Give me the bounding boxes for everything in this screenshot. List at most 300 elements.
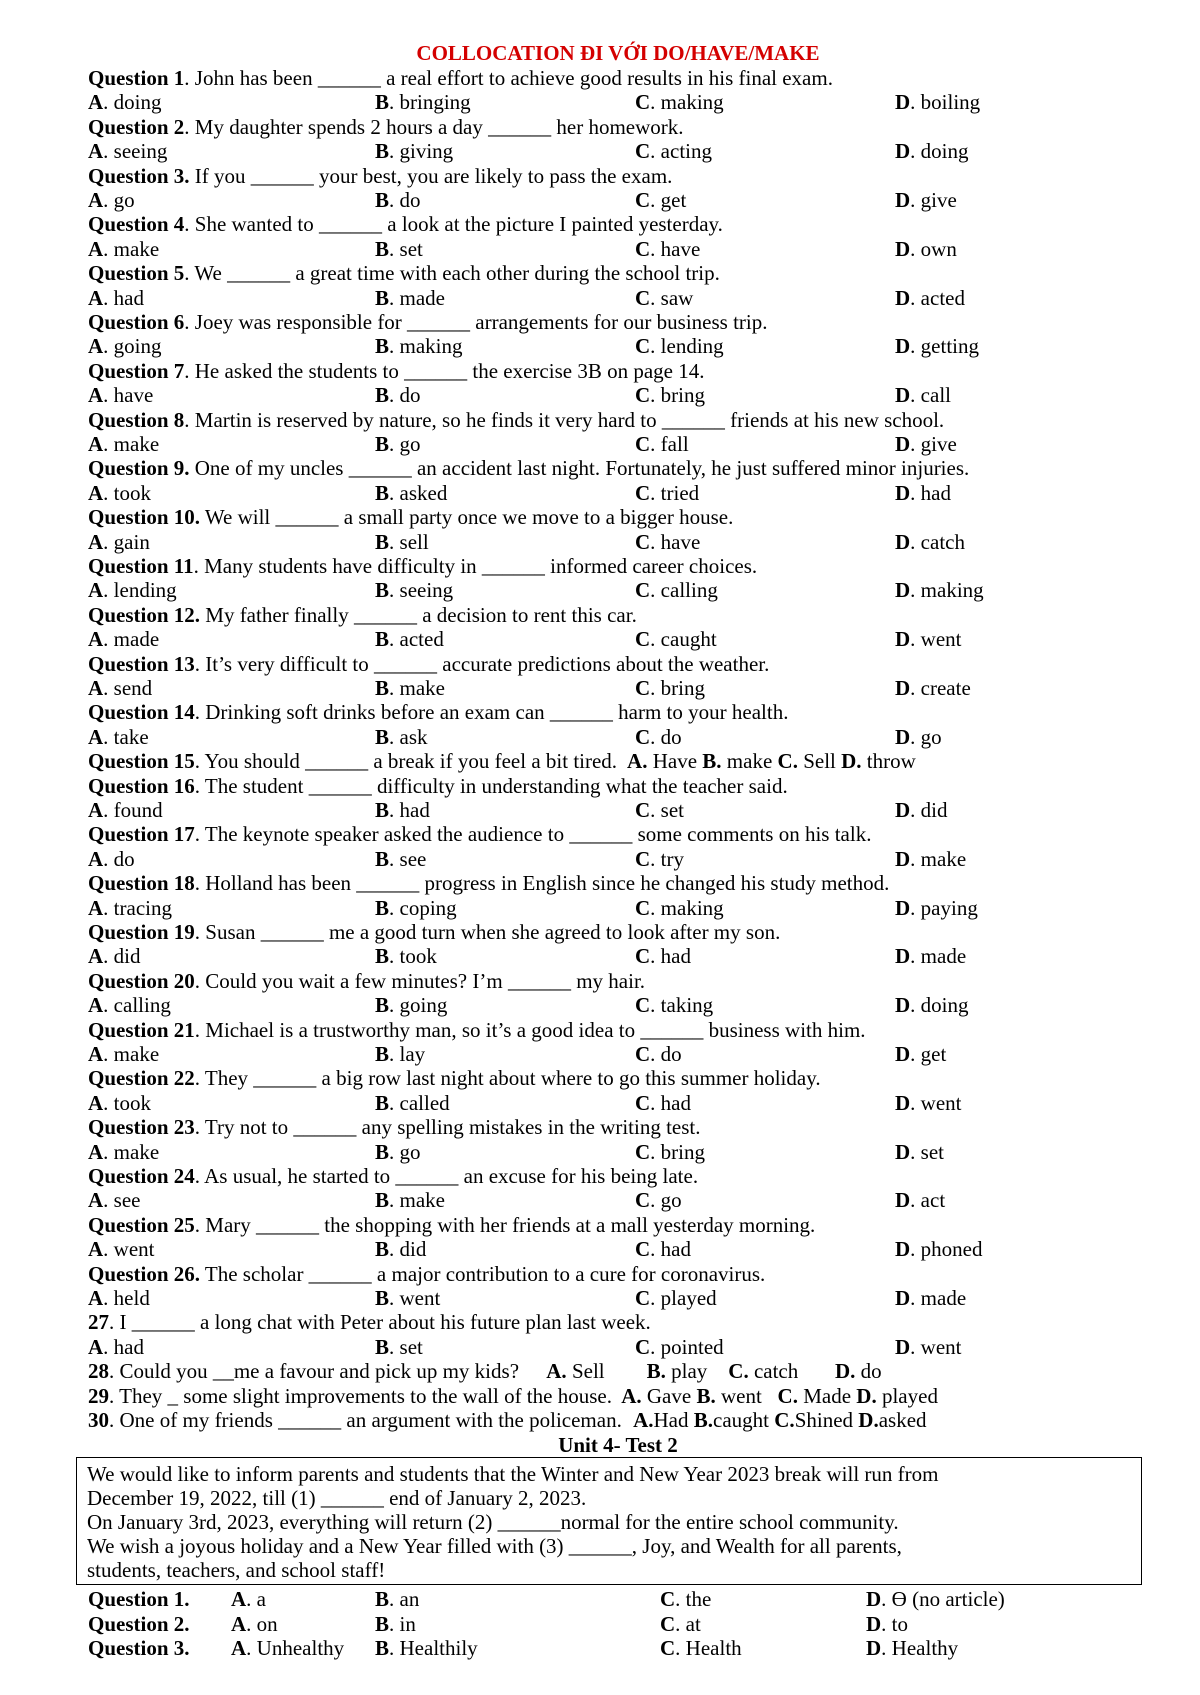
option-d[interactable]: D. boiling [895, 90, 981, 115]
option-b[interactable]: B. made [375, 285, 445, 310]
option-text: on [256, 1611, 278, 1636]
option-letter: A [88, 1041, 104, 1066]
option-d[interactable]: do [860, 1359, 882, 1384]
option-c[interactable]: C. have [635, 529, 701, 554]
question-label: Question 13 [88, 651, 195, 676]
inline-options: A. Sell B. play C. catch D. do [546, 1359, 882, 1384]
option-c[interactable]: C. had [635, 944, 691, 969]
option-text: found [113, 797, 163, 822]
option-text: see [113, 1188, 141, 1213]
option-d[interactable]: D. set [895, 1139, 944, 1164]
option-text: do [660, 1041, 682, 1066]
option-text: make [113, 1139, 160, 1164]
question-7 [88, 359, 1148, 383]
option-letter: D [895, 188, 911, 212]
passage-line: We would like to inform parents and students that the Winter and New Year 2023 break will run from [87, 1462, 939, 1487]
option-text: went [113, 1237, 155, 1262]
option-text: Unhealthy [256, 1636, 345, 1661]
option-b[interactable]: B. Healthily [375, 1636, 478, 1661]
option-b[interactable]: B. asked [375, 480, 448, 505]
option-a[interactable]: A. make [88, 236, 160, 261]
option-text: set [399, 1334, 423, 1359]
option-b[interactable]: B. called [375, 1090, 450, 1115]
answer-options [88, 725, 1148, 749]
option-d[interactable]: D. did [895, 797, 948, 822]
option-letter: C [660, 1611, 676, 1636]
option-b[interactable]: B. make [375, 1188, 445, 1213]
option-letter: D. [841, 749, 862, 774]
question-10 [88, 505, 1148, 529]
option-c[interactable]: C. bring [635, 1139, 705, 1164]
option-text: Healthy [891, 1636, 959, 1661]
option-letter: A [88, 944, 104, 969]
option-a[interactable]: A. make [88, 1041, 160, 1066]
option-d[interactable]: D. paying [895, 895, 978, 920]
option-d[interactable]: D. Healthy [866, 1636, 959, 1661]
option-text: making [660, 90, 724, 115]
option-letter: A [88, 578, 104, 603]
option-c[interactable]: C. had [635, 1237, 691, 1262]
option-text: make [399, 1188, 445, 1213]
question-label: Question 20 [88, 968, 195, 993]
question-text: My daughter spends 2 hours a day ______ her homework. [194, 114, 684, 139]
extra-question-list [88, 1359, 1148, 1432]
option-letter: D [895, 1285, 911, 1310]
option-b[interactable]: B. acted [375, 627, 444, 652]
option-d[interactable]: D. making [895, 578, 984, 603]
option-letter: B [375, 1041, 390, 1066]
option-b[interactable]: B. do [375, 383, 421, 408]
option-letter: A [88, 1188, 104, 1213]
option-c[interactable]: C. calling [635, 578, 718, 603]
question-separator: . [194, 1017, 206, 1042]
option-c[interactable]: C. played [635, 1285, 717, 1310]
option-b[interactable]: B. see [375, 846, 427, 871]
option-letter: D [895, 383, 911, 408]
option-text: made [399, 285, 445, 310]
question-text: The scholar ______ a major contribution to a cure for coronavirus. [204, 1261, 766, 1286]
option-text: take [113, 724, 149, 749]
option-d[interactable]: D. Ө (no article) [866, 1587, 1005, 1612]
option-letter: D [895, 139, 911, 164]
question-26 [88, 1262, 1148, 1286]
option-text: lay [399, 1041, 426, 1066]
option-letter: B [375, 431, 390, 456]
option-a[interactable]: A. make [88, 431, 160, 456]
option-text: go [399, 431, 421, 456]
passage-line: We wish a joyous holiday and a New Year filled with (3) ______, Joy, and Wealth for all parents, [87, 1534, 902, 1559]
option-c[interactable]: Made [803, 1383, 852, 1408]
option-letter: C [635, 529, 651, 554]
option-d[interactable]: D. give [895, 188, 957, 212]
option-a[interactable]: A. made [88, 627, 160, 652]
option-b[interactable]: B. go [375, 431, 421, 456]
option-c[interactable]: C. caught [635, 627, 717, 652]
option-text: acting [660, 139, 712, 164]
option-letter: A [231, 1587, 247, 1612]
option-text: have [660, 236, 701, 261]
question-separator: . [184, 261, 195, 286]
option-c[interactable]: Sell [803, 749, 836, 774]
option-a[interactable]: A. see [88, 1188, 141, 1213]
option-c[interactable]: C. making [635, 895, 724, 920]
option-a[interactable]: A. Unhealthy [231, 1636, 345, 1661]
option-letter: A [88, 334, 104, 359]
answer-options [88, 286, 1148, 310]
question-text: We will ______ a small party once we move to a bigger house. [204, 505, 734, 530]
question-label: Question 1. [88, 1587, 190, 1612]
option-d[interactable]: asked [878, 1407, 927, 1432]
option-a[interactable]: A. seeing [88, 139, 168, 164]
option-letter: C [635, 1041, 651, 1066]
option-letter: B [375, 1587, 390, 1612]
option-text: go [920, 724, 942, 749]
question-label: Question 2 [88, 114, 185, 139]
option-c[interactable]: C. Health [660, 1636, 742, 1661]
option-text: bring [660, 675, 705, 700]
option-text: taking [660, 993, 714, 1018]
option-b[interactable]: B. do [375, 188, 421, 212]
option-c[interactable]: C. do [635, 1041, 682, 1066]
option-a[interactable]: A. take [88, 724, 149, 749]
option-letter: C [660, 1636, 676, 1661]
option-text: see [399, 846, 427, 871]
option-a[interactable]: A. found [88, 797, 163, 822]
question-25 [88, 1213, 1148, 1237]
option-c[interactable]: C. lending [635, 334, 724, 359]
question-separator: . [194, 871, 206, 896]
question-label: Question 3. [88, 1636, 190, 1661]
question-separator: . [194, 1212, 206, 1237]
option-text: giving [399, 139, 454, 164]
option-text: phoned [920, 1237, 983, 1262]
option-b[interactable]: B. coping [375, 895, 457, 920]
option-a[interactable]: Have [652, 749, 698, 774]
option-d[interactable]: D. create [895, 675, 971, 700]
option-a[interactable]: A. go [88, 188, 135, 212]
question-12 [88, 603, 1148, 627]
option-text: getting [920, 334, 979, 359]
option-d[interactable]: D. had [895, 480, 951, 505]
option-a[interactable]: A. had [88, 1334, 144, 1359]
option-c[interactable]: C. go [635, 1188, 682, 1213]
option-text: had [920, 480, 951, 505]
option-d[interactable]: D. acted [895, 285, 965, 310]
option-letter: C [635, 797, 651, 822]
option-d[interactable]: throw [866, 749, 916, 774]
option-c[interactable]: C. making [635, 90, 724, 115]
option-letter: D [895, 993, 911, 1018]
option-letter: C [635, 236, 651, 261]
option-letter: B [375, 1334, 390, 1359]
test-question-list [88, 1587, 1148, 1660]
option-letter: D [895, 529, 911, 554]
option-text: acted [920, 285, 965, 310]
option-a[interactable]: A. going [88, 334, 162, 359]
option-letter: D [895, 578, 911, 603]
option-text: had [660, 944, 691, 969]
option-letter: C [635, 724, 651, 749]
option-text: do [660, 724, 682, 749]
answer-options [88, 1140, 1148, 1164]
option-text: took [113, 480, 152, 505]
option-c[interactable]: C. fall [635, 431, 689, 456]
answer-options [88, 896, 1148, 920]
option-letter: B [375, 846, 390, 871]
option-d[interactable]: D. went [895, 1334, 962, 1359]
question-27 [88, 1310, 1148, 1334]
option-letter: B [375, 1090, 390, 1115]
question-text: You should ______ a break if you feel a bit tired. [204, 749, 618, 774]
option-d[interactable]: D. went [895, 1090, 962, 1115]
option-b[interactable]: B. set [375, 1334, 423, 1359]
option-letter: D [895, 1188, 911, 1213]
option-text: own [920, 236, 957, 261]
question-label: 28 [88, 1359, 109, 1384]
option-letter: A [88, 1237, 104, 1262]
option-d[interactable]: D. getting [895, 334, 979, 359]
question-text: He asked the students to ______ the exercise 3B on page 14. [194, 358, 705, 383]
option-a[interactable]: A. do [88, 846, 135, 871]
option-d[interactable]: D. go [895, 724, 942, 749]
question-label: Question 9. [88, 456, 190, 481]
option-text: make [113, 431, 160, 456]
option-b[interactable]: make [726, 749, 773, 774]
option-a[interactable]: A. took [88, 1090, 152, 1115]
option-c[interactable]: C. acting [635, 139, 712, 164]
option-c[interactable]: C. pointed [635, 1334, 724, 1359]
question-label: Question 10. [88, 505, 201, 530]
option-letter: D [895, 1237, 911, 1262]
option-text: have [113, 383, 154, 408]
option-letter: B [375, 1285, 390, 1310]
option-letter: B [375, 1237, 390, 1262]
option-a[interactable]: A. calling [88, 993, 171, 1018]
question-text: The student ______ difficulty in understanding what the teacher said. [204, 773, 788, 798]
answer-options [88, 847, 1148, 871]
answer-options [88, 90, 1148, 114]
question-4 [88, 212, 1148, 236]
option-a[interactable]: A. a [231, 1587, 266, 1612]
option-letter: B [375, 1188, 390, 1213]
option-b[interactable]: B. took [375, 944, 437, 969]
option-d[interactable]: D. make [895, 846, 967, 871]
question-separator: . [184, 358, 195, 383]
option-c[interactable]: C. saw [635, 285, 694, 310]
option-letter: C [660, 1587, 676, 1612]
option-letter: A [88, 1334, 104, 1359]
option-d[interactable]: D. phoned [895, 1237, 983, 1262]
option-d[interactable]: D. act [895, 1188, 946, 1213]
question-label: Question 14 [88, 700, 195, 725]
option-b[interactable]: B. an [375, 1587, 420, 1612]
option-b[interactable]: caught [713, 1407, 770, 1432]
option-letter: C [635, 675, 651, 700]
option-a[interactable]: A. have [88, 383, 154, 408]
answer-options [88, 627, 1148, 651]
test-question-3 [88, 1636, 1148, 1660]
option-text: making [660, 895, 724, 920]
option-a[interactable]: A. had [88, 285, 144, 310]
option-text: send [113, 675, 153, 700]
option-b[interactable]: B. did [375, 1237, 427, 1262]
option-letter: C [635, 383, 651, 408]
question-text: Try not to ______ any spelling mistakes in the writing test. [204, 1115, 701, 1140]
option-b[interactable]: B. ask [375, 724, 428, 749]
option-b[interactable]: B. giving [375, 139, 454, 164]
question-13 [88, 652, 1148, 676]
option-letter: B [375, 1636, 390, 1661]
question-separator: . [193, 553, 205, 578]
option-c[interactable]: Shined [794, 1407, 854, 1432]
option-text: took [113, 1090, 152, 1115]
option-c[interactable]: C. taking [635, 993, 714, 1018]
option-d[interactable]: D. made [895, 1285, 967, 1310]
option-letter: D [895, 895, 911, 920]
question-label: 27 [88, 1310, 109, 1335]
option-letter: A [88, 627, 104, 652]
option-c[interactable]: C. bring [635, 675, 705, 700]
option-letter: D [866, 1587, 882, 1612]
option-c[interactable]: C. at [660, 1611, 701, 1636]
question-separator: . [184, 66, 195, 90]
option-letter: B. [702, 749, 722, 774]
option-b[interactable]: B. had [375, 797, 430, 822]
option-c[interactable]: C. get [635, 188, 687, 212]
option-b[interactable]: B. lay [375, 1041, 426, 1066]
option-letter: C [635, 188, 651, 212]
question-text: One of my uncles ______ an accident last night. Fortunately, he just suffered minor injuries. [194, 456, 970, 481]
question-text: The keynote speaker asked the audience to ______ some comments on his talk. [204, 822, 872, 847]
option-a[interactable]: Sell [571, 1359, 605, 1384]
answer-options [88, 481, 1148, 505]
option-d[interactable]: played [881, 1383, 938, 1408]
option-a[interactable]: A. did [88, 944, 141, 969]
option-c[interactable]: C. bring [635, 383, 705, 408]
option-letter: D [895, 334, 911, 359]
option-text: tracing [113, 895, 172, 920]
option-letter: B [375, 90, 390, 115]
option-a[interactable]: A. held [88, 1285, 150, 1310]
option-d[interactable]: D. get [895, 1041, 947, 1066]
option-d[interactable]: D. catch [895, 529, 965, 554]
option-b[interactable]: B. in [375, 1611, 416, 1636]
option-a[interactable]: A. gain [88, 529, 150, 554]
option-a[interactable]: A. doing [88, 90, 162, 115]
option-c[interactable]: catch [753, 1359, 799, 1384]
question-28 [88, 1359, 1148, 1383]
question-30 [88, 1408, 1148, 1432]
option-c[interactable]: C. try [635, 846, 684, 871]
option-c[interactable]: C. had [635, 1090, 691, 1115]
option-text: boiling [920, 90, 981, 115]
question-29 [88, 1384, 1148, 1408]
option-text: had [660, 1237, 691, 1262]
option-c[interactable]: C. set [635, 797, 684, 822]
test-question-2 [88, 1612, 1148, 1636]
option-a[interactable]: Had [653, 1407, 689, 1432]
option-b[interactable]: B. making [375, 334, 463, 359]
option-b[interactable]: B. sell [375, 529, 429, 554]
answer-options [88, 334, 1148, 358]
answer-options [88, 432, 1148, 456]
option-a[interactable]: A. on [231, 1611, 278, 1636]
question-text: My father finally ______ a decision to rent this car. [205, 602, 637, 627]
option-text: go [113, 188, 135, 212]
option-text: made [113, 627, 160, 652]
option-c[interactable]: C. tried [635, 480, 700, 505]
answer-options [88, 188, 1148, 212]
option-letter: B [375, 236, 390, 261]
question-label: Question 8 [88, 407, 185, 432]
option-a[interactable]: A. went [88, 1237, 155, 1262]
option-a[interactable]: A. send [88, 675, 153, 700]
option-b[interactable]: B. bringing [375, 90, 471, 115]
option-text: make [920, 846, 967, 871]
question-text: If you ______ your best, you are likely to pass the exam. [194, 163, 673, 188]
option-b[interactable]: went [720, 1383, 762, 1408]
option-letter: D [895, 236, 911, 261]
option-text: made [920, 944, 967, 969]
option-d[interactable]: D. went [895, 627, 962, 652]
question-15 [88, 749, 1148, 773]
option-c[interactable]: C. the [660, 1587, 712, 1612]
option-d[interactable]: D. own [895, 236, 957, 261]
option-d[interactable]: D. give [895, 431, 957, 456]
option-letter: C [635, 480, 651, 505]
question-label: Question 5 [88, 261, 185, 286]
option-c[interactable]: C. do [635, 724, 682, 749]
option-text: lending [113, 578, 177, 603]
option-d[interactable]: D. doing [895, 993, 969, 1018]
option-a[interactable]: A. tracing [88, 895, 172, 920]
option-a[interactable]: Gave [646, 1383, 692, 1408]
option-letter: A [88, 90, 104, 115]
option-a[interactable]: A. took [88, 480, 152, 505]
option-text: went [920, 1090, 962, 1115]
option-b[interactable]: B. go [375, 1139, 421, 1164]
question-text: It’s very difficult to ______ accurate predictions about the weather. [205, 651, 770, 676]
option-d[interactable]: D. to [866, 1611, 909, 1636]
option-b[interactable]: B. make [375, 675, 445, 700]
option-letter: A [88, 139, 104, 164]
answer-options [88, 1335, 1148, 1359]
option-d[interactable]: D. call [895, 383, 951, 408]
option-d[interactable]: D. doing [895, 139, 969, 164]
question-text: As usual, he started to ______ an excuse for his being late. [204, 1163, 699, 1188]
option-a[interactable]: A. lending [88, 578, 177, 603]
option-b[interactable]: play [671, 1359, 708, 1384]
option-b[interactable]: B. seeing [375, 578, 454, 603]
option-b[interactable]: B. went [375, 1285, 441, 1310]
option-letter: D [895, 1090, 911, 1115]
inline-options: A. Gave B. went C. Made D. played [621, 1383, 938, 1408]
question-label: Question 3. [88, 163, 190, 188]
option-b[interactable]: B. set [375, 236, 423, 261]
option-text: acted [399, 627, 444, 652]
option-a[interactable]: A. make [88, 1139, 160, 1164]
question-label: Question 22 [88, 1066, 195, 1091]
document [88, 40, 1148, 1661]
answer-options [88, 944, 1148, 968]
option-c[interactable]: C. have [635, 236, 701, 261]
option-text: going [113, 334, 162, 359]
option-text: caught [660, 627, 717, 652]
option-letter: A [88, 1139, 104, 1164]
option-d[interactable]: D. made [895, 944, 967, 969]
option-text: making [399, 334, 463, 359]
option-b[interactable]: B. going [375, 993, 448, 1018]
